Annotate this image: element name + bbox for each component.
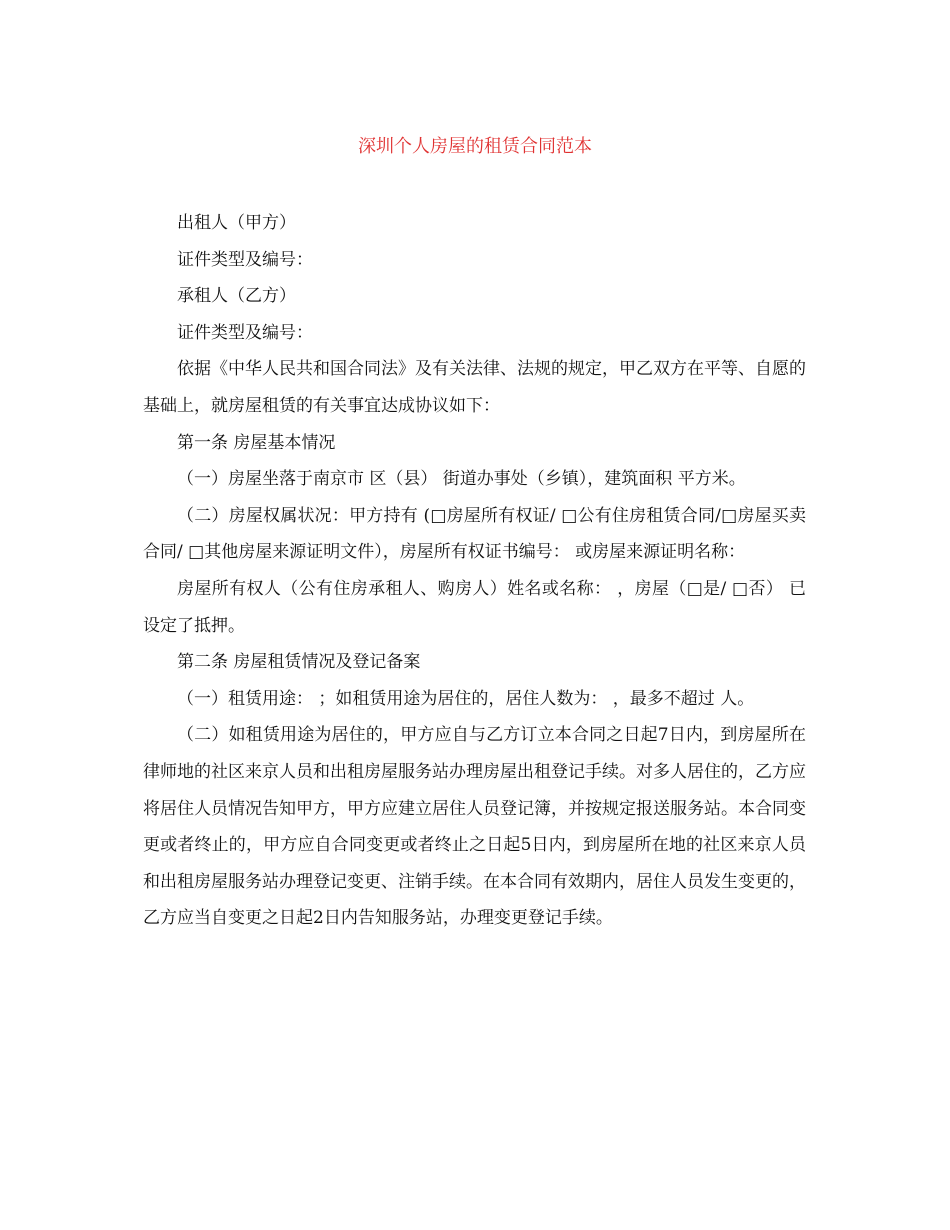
article-1-owner: 房屋所有权人（公有住房承租人、购房人）姓名或名称： ，房屋（□是/ □否） 已设定了抵押。: [143, 578, 806, 636]
article-1-clause-2: （二）房屋权属状况：甲方持有 (□房屋所有权证/ □公有住房租赁合同/□房屋买卖合同/ □其他房屋来源证明文件），房屋所有权证书编号： 或房屋来源证明名称：: [143, 505, 806, 563]
paragraph-lessor: 出租人（甲方）: [177, 213, 296, 233]
article-2-clause-2: （二）如租赁用途为居住的，甲方应自与乙方订立本合同之日起7日内，到房屋所在律师地的社区来京人员和出租房屋服务站办理房屋出租登记手续。对多人居住的，乙方应将居住人员情况告知甲方，甲方应建立居住人员登记簿，并按规定报送服务站。本合同变更或者终止的，甲方应自合同变更或者终止之日起5日内，到房屋所在地的社区来京人员和出租房屋服务站办理登记变更、注销手续。在本合同有效期内，居住人员发生变更的，乙方应当自变更之日起2日内告知服务站，办理变更登记手续。: [143, 725, 806, 929]
document-title: 深圳个人房屋的租赁合同范本: [358, 136, 592, 157]
article-2-heading: 第二条 房屋租赁情况及登记备案: [177, 652, 421, 673]
document-body: [143, 205, 806, 937]
article-2-clause-1: （一）租赁用途： ；如租赁用途为居住的，居住人数为： ，最多不超过 人。: [177, 688, 755, 709]
paragraph-lessor-id: 证件类型及编号：: [177, 249, 313, 270]
article-1-clause-1: （一）房屋坐落于南京市 区（县） 街道办事处（乡镇），建筑面积 平方米。: [177, 469, 746, 490]
paragraph-preamble: 依据《中华人民共和国合同法》及有关法律、法规的规定，甲乙双方在平等、自愿的基础上，就房屋租赁的有关事宜达成协议如下：: [143, 359, 806, 416]
paragraph-lessee-id: 证件类型及编号：: [177, 322, 313, 343]
article-1-heading: 第一条 房屋基本情况: [177, 432, 336, 453]
paragraph-lessee: 承租人（乙方）: [177, 286, 296, 307]
